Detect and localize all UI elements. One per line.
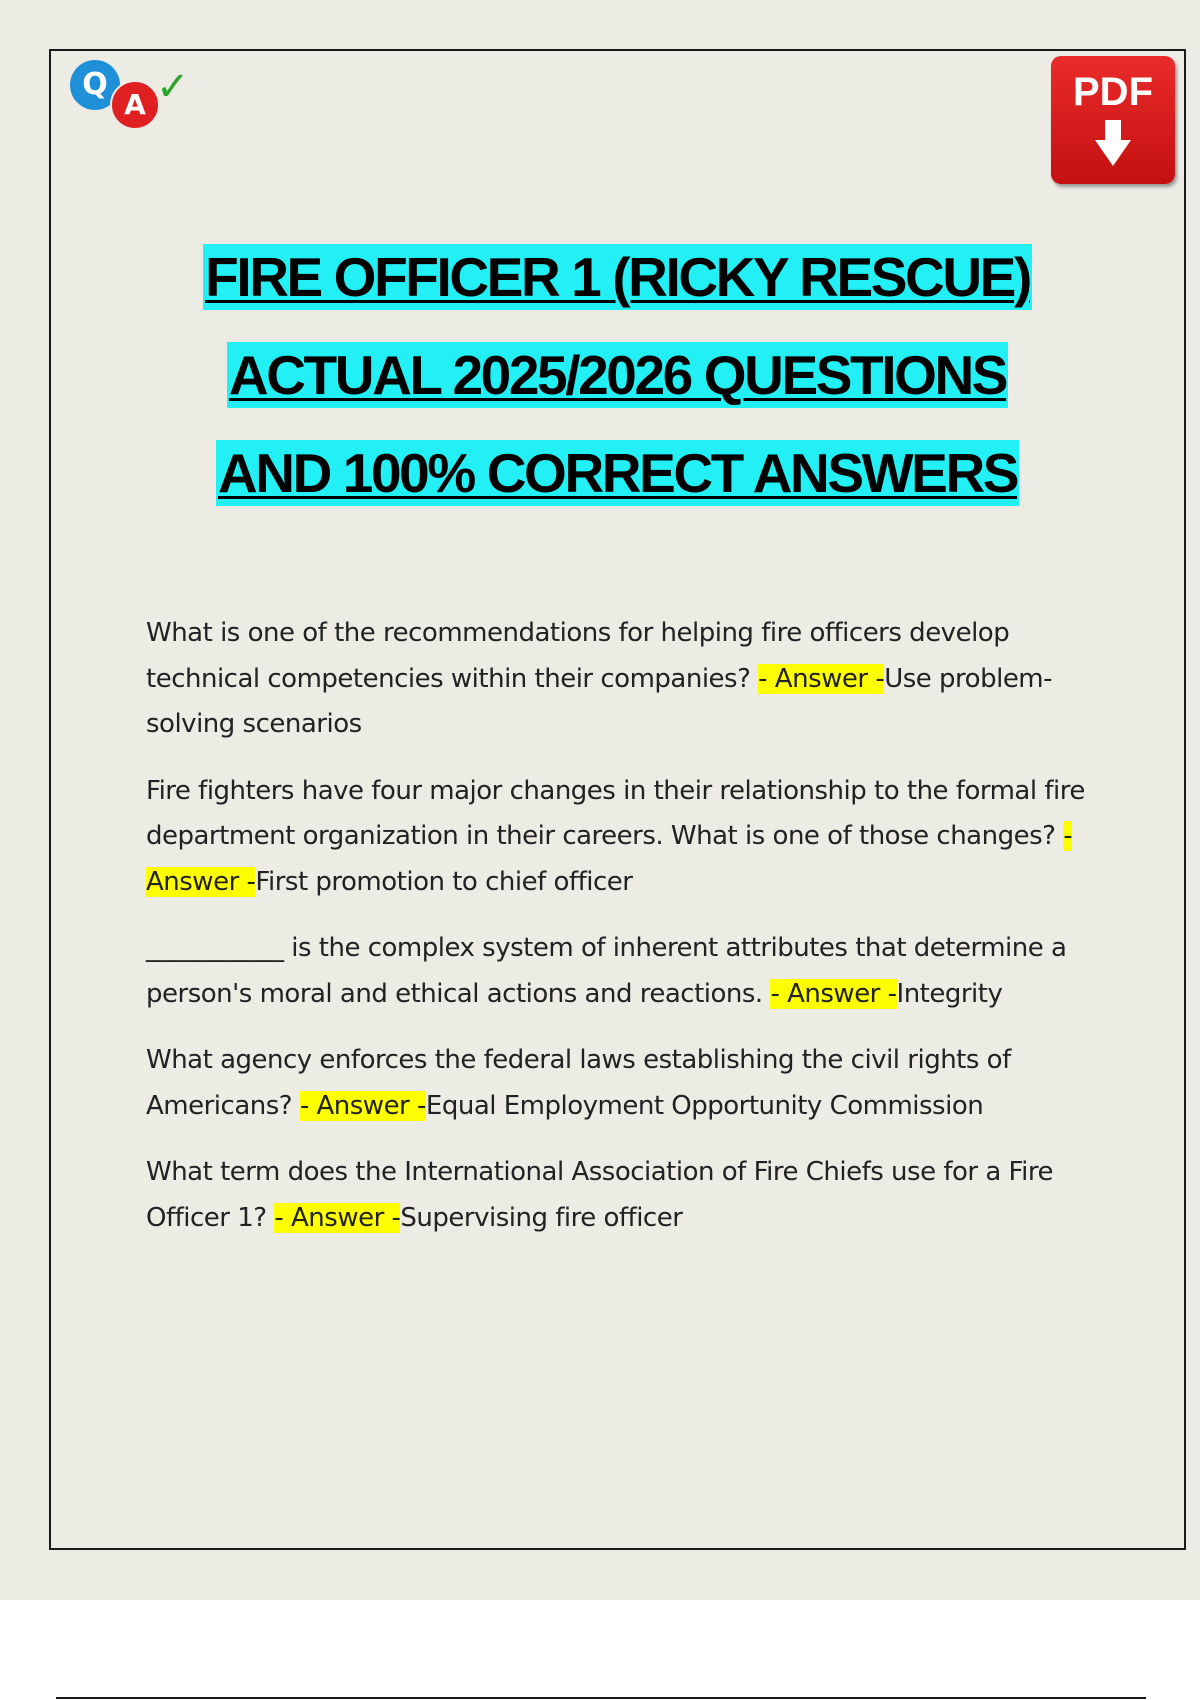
qa-item	[146, 1150, 1086, 1241]
question-text: ___________ is the complex system of inherent attributes that determine a person's moral and ethical actions and reactions.	[146, 933, 1067, 1009]
title-line: AND 100% CORRECT ANSWERS	[217, 442, 1018, 504]
qa-item	[146, 1038, 1086, 1129]
pdf-download-badge[interactable]	[1051, 56, 1175, 184]
download-arrow-icon	[1095, 120, 1131, 168]
qa-item	[146, 769, 1086, 906]
qa-item	[146, 611, 1086, 748]
qa-list	[146, 611, 1086, 1262]
qa-item	[146, 926, 1086, 1017]
document-title	[49, 244, 1186, 538]
title-line: FIRE OFFICER 1 (RICKY RESCUE)	[205, 246, 1030, 308]
question-text: What is one of the recommendations for helping fire officers develop technical competencies within their companies?	[146, 618, 1010, 694]
qa-logo	[66, 56, 196, 136]
answer-text: Integrity	[896, 978, 1003, 1009]
answer-text: Supervising fire officer	[400, 1202, 683, 1233]
answer-marker: - Answer -	[274, 1202, 401, 1233]
checkmark-icon: ✓	[156, 64, 190, 110]
question-text: What term does the International Association of Fire Chiefs use for a Fire Officer 1?	[146, 1157, 1053, 1233]
answer-text: Equal Employment Opportunity Commission	[425, 1090, 984, 1121]
title-line: ACTUAL 2025/2026 QUESTIONS	[228, 344, 1007, 406]
answer-text: Use problem-solving scenarios	[146, 663, 1053, 739]
answer-marker: - Answer -	[758, 663, 885, 694]
answer-marker: - Answer -	[299, 1090, 426, 1121]
answer-marker: - Answer -	[146, 821, 1073, 897]
question-text: Fire fighters have four major changes in their relationship to the formal fire department organization in their careers. What is one of those changes?	[146, 775, 1085, 851]
footer-rule	[56, 1697, 1146, 1699]
answer-marker: - Answer -	[770, 978, 897, 1009]
q-bubble-icon: Q	[70, 60, 120, 110]
answer-text: First promotion to chief officer	[255, 866, 633, 897]
question-text: What agency enforces the federal laws establishing the civil rights of Americans?	[146, 1045, 1011, 1121]
a-bubble-icon: A	[110, 80, 160, 130]
pdf-label: PDF	[1073, 70, 1153, 114]
